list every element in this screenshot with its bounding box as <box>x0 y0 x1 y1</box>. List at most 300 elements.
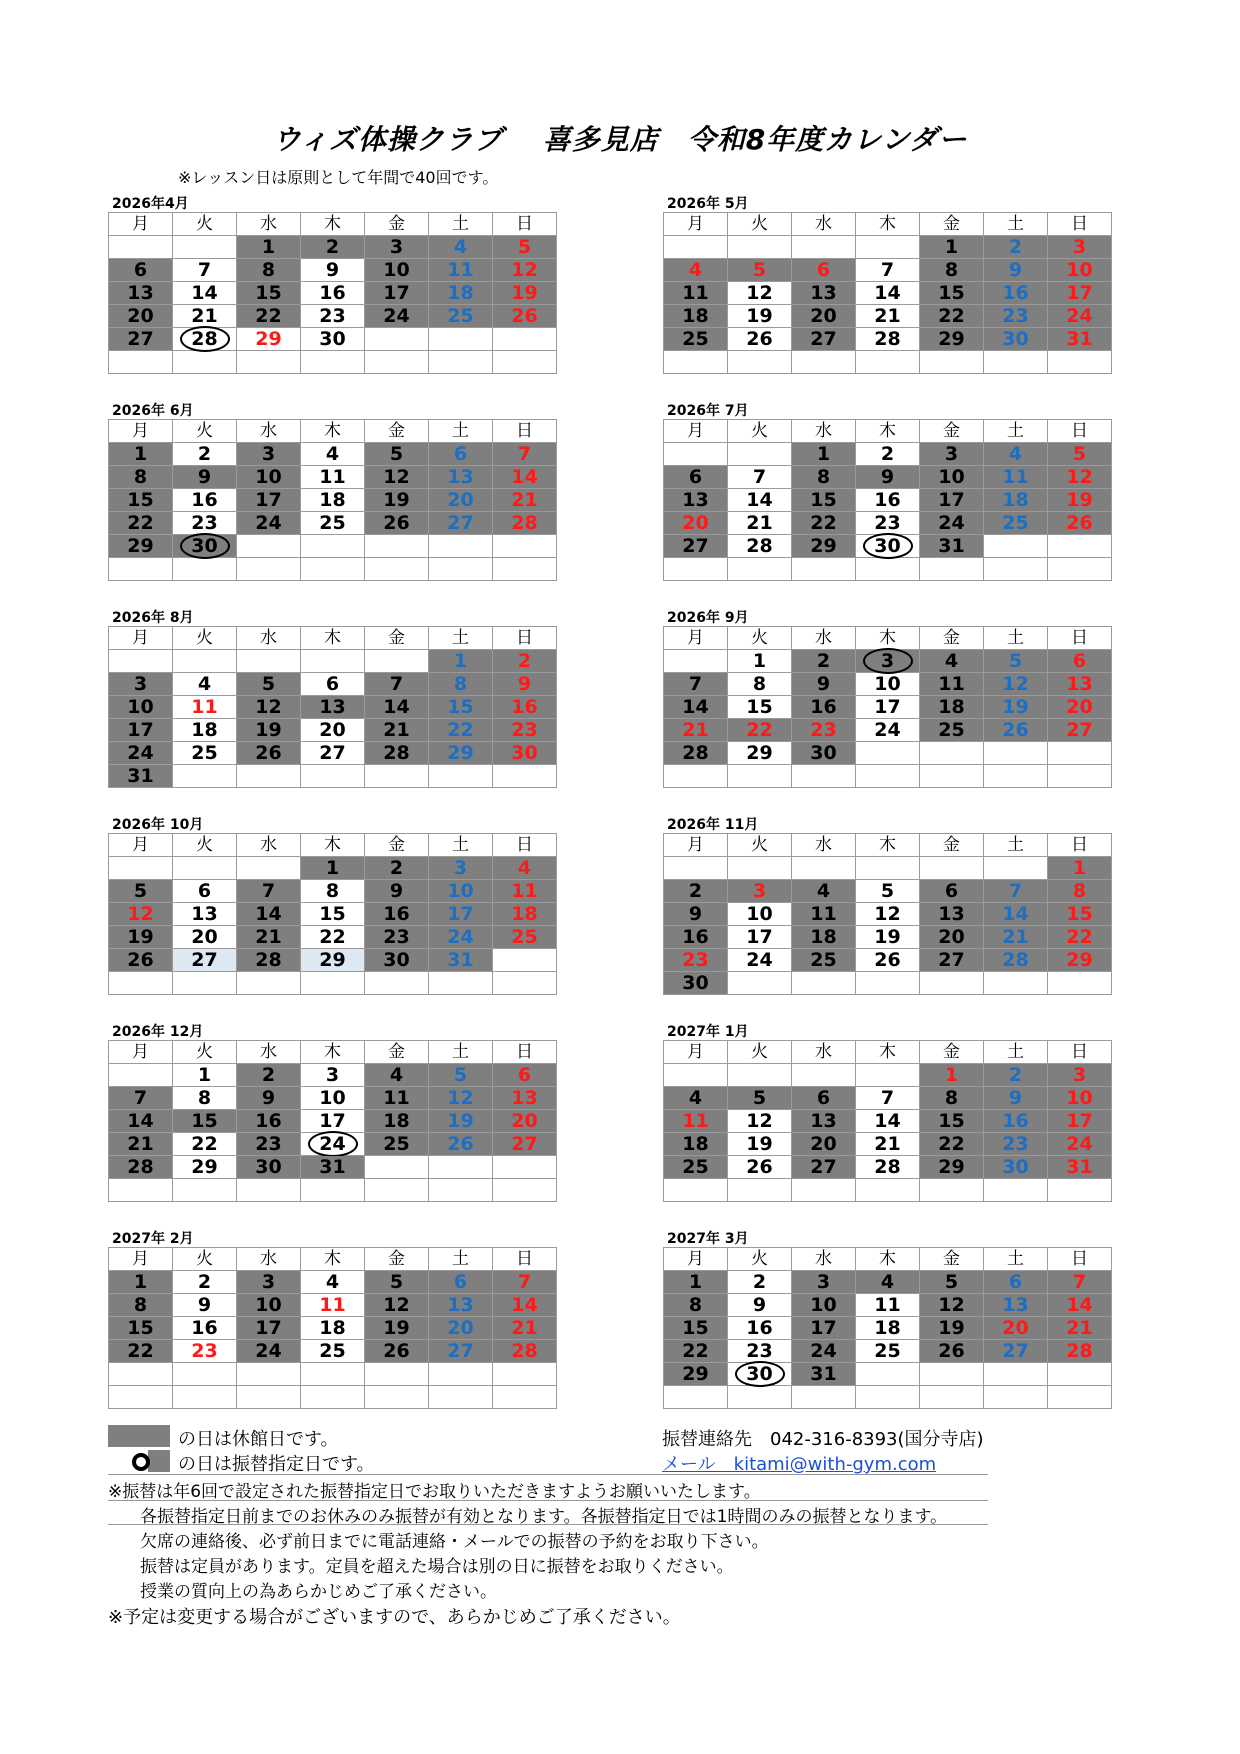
day-cell: 14 <box>728 489 792 512</box>
empty-cell <box>984 857 1048 880</box>
month-calendar <box>108 212 557 374</box>
day-cell: 8 <box>301 880 365 903</box>
day-cell: 9 <box>237 1087 301 1110</box>
empty-cell <box>728 972 792 995</box>
day-cell: 27 <box>792 328 856 351</box>
empty-cell <box>493 351 557 374</box>
empty-cell <box>237 857 301 880</box>
weekday-header: 火 <box>728 627 792 650</box>
month-label: 2027年 3月 <box>667 1231 749 1247</box>
empty-cell <box>173 351 237 374</box>
day-cell: 24 <box>856 719 920 742</box>
weekday-header: 月 <box>664 627 728 650</box>
day-cell: 3 <box>1048 1064 1112 1087</box>
day-cell: 16 <box>493 696 557 719</box>
day-cell: 26 <box>728 1156 792 1179</box>
empty-cell <box>173 1363 237 1386</box>
day-cell: 10 <box>856 673 920 696</box>
day-cell: 2 <box>984 1064 1048 1087</box>
day-cell: 25 <box>365 1133 429 1156</box>
day-cell: 23 <box>301 305 365 328</box>
page-title: ウィズ体操クラブ 喜多見店 令和8年度カレンダー <box>272 123 968 156</box>
empty-cell <box>664 351 728 374</box>
empty-cell <box>365 1179 429 1202</box>
day-cell: 22 <box>237 305 301 328</box>
day-cell: 31 <box>1048 1156 1112 1179</box>
weekday-header: 木 <box>301 627 365 650</box>
day-cell: 13 <box>792 1110 856 1133</box>
day-cell: 13 <box>429 1294 493 1317</box>
day-cell: 21 <box>728 512 792 535</box>
empty-cell <box>1048 351 1112 374</box>
day-cell: 30 <box>493 742 557 765</box>
note-line: 欠席の連絡後、必ず前日までに電話連絡・メールでの振替の予約をお取り下さい。 <box>140 1532 769 1552</box>
weekday-header: 火 <box>173 1041 237 1064</box>
weekday-header: 土 <box>984 213 1048 236</box>
empty-cell <box>429 972 493 995</box>
empty-cell <box>173 650 237 673</box>
day-cell: 4 <box>920 650 984 673</box>
weekday-header: 火 <box>728 420 792 443</box>
weekday-header: 土 <box>984 834 1048 857</box>
day-cell: 27 <box>920 949 984 972</box>
day-cell: 27 <box>1048 719 1112 742</box>
day-cell: 21 <box>365 719 429 742</box>
day-cell: 3 <box>1048 236 1112 259</box>
day-cell: 30 <box>728 1363 792 1386</box>
day-cell: 12 <box>1048 466 1112 489</box>
weekday-header: 水 <box>237 1248 301 1271</box>
day-cell: 29 <box>664 1363 728 1386</box>
day-cell: 22 <box>109 512 173 535</box>
day-cell: 15 <box>1048 903 1112 926</box>
empty-cell <box>792 972 856 995</box>
day-cell: 30 <box>237 1156 301 1179</box>
day-cell: 24 <box>1048 305 1112 328</box>
divider <box>108 1474 988 1475</box>
contact-phone: 振替連絡先 042-316-8393(国分寺店) <box>662 1429 984 1450</box>
day-cell: 25 <box>301 512 365 535</box>
day-cell: 12 <box>984 673 1048 696</box>
day-cell: 27 <box>792 1156 856 1179</box>
day-cell: 4 <box>429 236 493 259</box>
day-cell: 21 <box>237 926 301 949</box>
day-cell: 25 <box>984 512 1048 535</box>
day-cell: 16 <box>728 1317 792 1340</box>
day-cell: 5 <box>365 1271 429 1294</box>
empty-cell <box>429 1386 493 1409</box>
day-cell: 21 <box>1048 1317 1112 1340</box>
day-cell: 8 <box>173 1087 237 1110</box>
empty-cell <box>792 857 856 880</box>
empty-cell <box>493 1363 557 1386</box>
day-cell: 23 <box>173 1340 237 1363</box>
day-cell: 16 <box>301 282 365 305</box>
day-cell: 25 <box>792 949 856 972</box>
day-cell: 28 <box>856 1156 920 1179</box>
empty-cell <box>109 1064 173 1087</box>
day-cell: 8 <box>109 466 173 489</box>
day-cell: 12 <box>728 282 792 305</box>
day-cell: 17 <box>237 489 301 512</box>
day-cell: 4 <box>664 259 728 282</box>
day-cell: 20 <box>792 1133 856 1156</box>
day-cell: 7 <box>237 880 301 903</box>
empty-cell <box>109 1386 173 1409</box>
day-cell: 11 <box>664 1110 728 1133</box>
day-cell: 2 <box>365 857 429 880</box>
weekday-header: 水 <box>792 834 856 857</box>
day-cell: 6 <box>792 259 856 282</box>
empty-cell <box>237 765 301 788</box>
day-cell: 23 <box>664 949 728 972</box>
day-cell: 22 <box>301 926 365 949</box>
closed-legend-swatch <box>108 1425 170 1447</box>
day-cell: 19 <box>237 719 301 742</box>
empty-cell <box>365 650 429 673</box>
day-cell: 8 <box>664 1294 728 1317</box>
weekday-header: 火 <box>728 1248 792 1271</box>
empty-cell <box>856 742 920 765</box>
empty-cell <box>920 742 984 765</box>
day-cell: 1 <box>1048 857 1112 880</box>
empty-cell <box>728 558 792 581</box>
empty-cell <box>237 650 301 673</box>
empty-cell <box>429 351 493 374</box>
empty-cell <box>237 1179 301 1202</box>
day-cell: 31 <box>301 1156 365 1179</box>
day-cell: 18 <box>664 1133 728 1156</box>
day-cell: 4 <box>493 857 557 880</box>
day-cell: 15 <box>429 696 493 719</box>
day-cell: 12 <box>920 1294 984 1317</box>
day-cell: 26 <box>237 742 301 765</box>
empty-cell <box>493 765 557 788</box>
weekday-header: 日 <box>493 1248 557 1271</box>
day-cell: 24 <box>237 512 301 535</box>
day-cell: 15 <box>920 282 984 305</box>
day-cell: 7 <box>493 1271 557 1294</box>
day-cell: 24 <box>728 949 792 972</box>
day-cell: 26 <box>493 305 557 328</box>
empty-cell <box>493 949 557 972</box>
month-label: 2026年 5月 <box>667 196 749 212</box>
day-cell: 28 <box>1048 1340 1112 1363</box>
day-cell: 7 <box>493 443 557 466</box>
day-cell: 11 <box>429 259 493 282</box>
empty-cell <box>984 1179 1048 1202</box>
day-cell: 28 <box>728 535 792 558</box>
empty-cell <box>856 1363 920 1386</box>
day-cell: 16 <box>792 696 856 719</box>
day-cell: 8 <box>728 673 792 696</box>
day-cell: 5 <box>728 259 792 282</box>
weekday-header: 金 <box>920 1248 984 1271</box>
day-cell: 28 <box>493 512 557 535</box>
empty-cell <box>173 1386 237 1409</box>
day-cell: 24 <box>365 305 429 328</box>
day-cell: 10 <box>237 1294 301 1317</box>
day-cell: 10 <box>1048 1087 1112 1110</box>
day-cell: 23 <box>365 926 429 949</box>
empty-cell <box>856 765 920 788</box>
day-cell: 13 <box>109 282 173 305</box>
empty-cell <box>1048 1386 1112 1409</box>
day-cell: 22 <box>728 719 792 742</box>
day-cell: 15 <box>237 282 301 305</box>
day-cell: 22 <box>429 719 493 742</box>
month-calendar <box>108 1247 557 1409</box>
circle-legend-icon <box>132 1453 150 1471</box>
month-calendar <box>108 833 557 995</box>
day-cell: 14 <box>856 282 920 305</box>
day-cell: 17 <box>1048 1110 1112 1133</box>
weekday-header: 日 <box>1048 1041 1112 1064</box>
day-cell: 21 <box>856 305 920 328</box>
month-label: 2026年 9月 <box>667 610 749 626</box>
empty-cell <box>493 972 557 995</box>
day-cell: 26 <box>109 949 173 972</box>
weekday-header: 火 <box>173 213 237 236</box>
day-cell: 6 <box>429 443 493 466</box>
day-cell: 30 <box>173 535 237 558</box>
day-cell: 15 <box>301 903 365 926</box>
subtitle: ※レッスン日は原則として年間で40回です。 <box>178 168 499 187</box>
contact-mail-link[interactable]: メール kitami@with-gym.com <box>662 1454 937 1475</box>
day-cell: 12 <box>237 696 301 719</box>
day-cell: 22 <box>920 1133 984 1156</box>
weekday-header: 土 <box>429 420 493 443</box>
empty-cell <box>920 351 984 374</box>
day-cell: 3 <box>792 1271 856 1294</box>
weekday-header: 日 <box>1048 627 1112 650</box>
empty-cell <box>920 857 984 880</box>
day-cell: 15 <box>728 696 792 719</box>
day-cell: 28 <box>173 328 237 351</box>
empty-cell <box>856 1064 920 1087</box>
day-cell: 2 <box>301 236 365 259</box>
day-cell: 29 <box>173 1156 237 1179</box>
day-cell: 10 <box>1048 259 1112 282</box>
empty-cell <box>109 558 173 581</box>
weekday-header: 火 <box>728 834 792 857</box>
day-cell: 20 <box>429 489 493 512</box>
day-cell: 17 <box>792 1317 856 1340</box>
day-cell: 12 <box>728 1110 792 1133</box>
empty-cell <box>920 1179 984 1202</box>
month-label: 2026年 11月 <box>667 817 759 833</box>
day-cell: 18 <box>301 1317 365 1340</box>
day-cell: 4 <box>173 673 237 696</box>
empty-cell <box>664 236 728 259</box>
day-cell: 29 <box>109 535 173 558</box>
empty-cell <box>1048 742 1112 765</box>
empty-cell <box>301 1386 365 1409</box>
day-cell: 25 <box>173 742 237 765</box>
day-cell: 19 <box>365 1317 429 1340</box>
empty-cell <box>365 328 429 351</box>
day-cell: 22 <box>792 512 856 535</box>
day-cell: 13 <box>920 903 984 926</box>
empty-cell <box>792 1064 856 1087</box>
day-cell: 13 <box>429 466 493 489</box>
note-line: ※振替は年6回で設定された振替指定日でお取りいただきますようお願いいたします。 <box>108 1482 761 1502</box>
day-cell: 20 <box>301 719 365 742</box>
day-cell: 19 <box>1048 489 1112 512</box>
day-cell: 5 <box>429 1064 493 1087</box>
day-cell: 11 <box>792 903 856 926</box>
weekday-header: 水 <box>237 213 301 236</box>
empty-cell <box>728 765 792 788</box>
weekday-header: 金 <box>365 1041 429 1064</box>
empty-cell <box>301 972 365 995</box>
day-cell: 15 <box>792 489 856 512</box>
day-cell: 18 <box>984 489 1048 512</box>
day-cell: 2 <box>664 880 728 903</box>
day-cell: 17 <box>728 926 792 949</box>
day-cell: 29 <box>792 535 856 558</box>
weekday-header: 金 <box>920 213 984 236</box>
weekday-header: 火 <box>728 1041 792 1064</box>
empty-cell <box>664 1386 728 1409</box>
day-cell: 1 <box>920 236 984 259</box>
day-cell: 7 <box>856 259 920 282</box>
weekday-header: 水 <box>237 834 301 857</box>
day-cell: 26 <box>920 1340 984 1363</box>
day-cell: 20 <box>984 1317 1048 1340</box>
empty-cell <box>984 535 1048 558</box>
day-cell: 3 <box>365 236 429 259</box>
day-cell: 24 <box>109 742 173 765</box>
weekday-header: 金 <box>920 834 984 857</box>
day-cell: 19 <box>984 696 1048 719</box>
day-cell: 24 <box>920 512 984 535</box>
day-cell: 3 <box>237 1271 301 1294</box>
day-cell: 26 <box>1048 512 1112 535</box>
day-cell: 9 <box>493 673 557 696</box>
day-cell: 3 <box>920 443 984 466</box>
empty-cell <box>365 972 429 995</box>
empty-cell <box>301 1363 365 1386</box>
weekday-header: 火 <box>173 627 237 650</box>
empty-cell <box>1048 1363 1112 1386</box>
empty-cell <box>429 535 493 558</box>
empty-cell <box>109 972 173 995</box>
month-calendar <box>108 419 557 581</box>
month-label: 2026年 12月 <box>112 1024 204 1040</box>
empty-cell <box>984 1363 1048 1386</box>
day-cell: 9 <box>984 259 1048 282</box>
day-cell: 12 <box>365 1294 429 1317</box>
day-cell: 18 <box>792 926 856 949</box>
empty-cell <box>984 765 1048 788</box>
empty-cell <box>792 765 856 788</box>
day-cell: 2 <box>984 236 1048 259</box>
empty-cell <box>1048 1179 1112 1202</box>
empty-cell <box>493 1156 557 1179</box>
day-cell: 31 <box>429 949 493 972</box>
day-cell: 12 <box>429 1087 493 1110</box>
note-line: 各振替指定日前までのお休みのみ振替が有効となります。各振替指定日では1時間のみの振替となります。 <box>140 1507 948 1527</box>
day-cell: 25 <box>301 1340 365 1363</box>
empty-cell <box>1048 558 1112 581</box>
day-cell: 1 <box>792 443 856 466</box>
day-cell: 16 <box>365 903 429 926</box>
day-cell: 5 <box>493 236 557 259</box>
day-cell: 30 <box>984 328 1048 351</box>
day-cell: 14 <box>237 903 301 926</box>
day-cell: 3 <box>856 650 920 673</box>
weekday-header: 日 <box>493 627 557 650</box>
day-cell: 22 <box>664 1340 728 1363</box>
day-cell: 19 <box>920 1317 984 1340</box>
month-label: 2027年 1月 <box>667 1024 749 1040</box>
day-cell: 5 <box>728 1087 792 1110</box>
day-cell: 16 <box>984 282 1048 305</box>
day-cell: 14 <box>984 903 1048 926</box>
day-cell: 6 <box>664 466 728 489</box>
day-cell: 4 <box>984 443 1048 466</box>
empty-cell <box>237 558 301 581</box>
weekday-header: 木 <box>856 1041 920 1064</box>
day-cell: 6 <box>792 1087 856 1110</box>
day-cell: 20 <box>664 512 728 535</box>
day-cell: 27 <box>173 949 237 972</box>
weekday-header: 土 <box>429 1041 493 1064</box>
day-cell: 23 <box>173 512 237 535</box>
day-cell: 21 <box>984 926 1048 949</box>
weekday-header: 土 <box>984 627 1048 650</box>
day-cell: 29 <box>920 328 984 351</box>
day-cell: 11 <box>493 880 557 903</box>
day-cell: 20 <box>1048 696 1112 719</box>
day-cell: 13 <box>664 489 728 512</box>
empty-cell <box>109 1363 173 1386</box>
day-cell: 15 <box>920 1110 984 1133</box>
day-cell: 4 <box>301 1271 365 1294</box>
empty-cell <box>920 1386 984 1409</box>
day-cell: 3 <box>237 443 301 466</box>
empty-cell <box>429 1363 493 1386</box>
day-cell: 8 <box>792 466 856 489</box>
day-cell: 13 <box>984 1294 1048 1317</box>
day-cell: 6 <box>173 880 237 903</box>
day-cell: 27 <box>109 328 173 351</box>
day-cell: 6 <box>109 259 173 282</box>
weekday-header: 木 <box>301 1248 365 1271</box>
day-cell: 13 <box>1048 673 1112 696</box>
day-cell: 23 <box>728 1340 792 1363</box>
weekday-header: 火 <box>173 1248 237 1271</box>
day-cell: 19 <box>728 305 792 328</box>
day-cell: 5 <box>920 1271 984 1294</box>
closed-legend-text: の日は休館日です。 <box>178 1429 339 1450</box>
day-cell: 16 <box>173 489 237 512</box>
empty-cell <box>173 1179 237 1202</box>
weekday-header: 水 <box>237 1041 301 1064</box>
day-cell: 25 <box>664 328 728 351</box>
empty-cell <box>429 558 493 581</box>
weekday-header: 金 <box>365 627 429 650</box>
empty-cell <box>301 535 365 558</box>
day-cell: 25 <box>664 1156 728 1179</box>
day-cell: 18 <box>365 1110 429 1133</box>
day-cell: 11 <box>664 282 728 305</box>
weekday-header: 日 <box>493 1041 557 1064</box>
day-cell: 30 <box>664 972 728 995</box>
weekday-header: 日 <box>1048 834 1112 857</box>
weekday-header: 土 <box>984 1248 1048 1271</box>
